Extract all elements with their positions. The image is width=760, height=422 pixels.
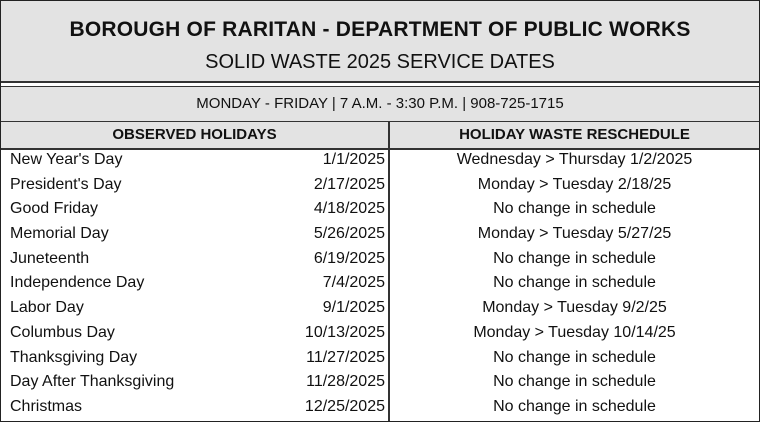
- reschedule-note: No change in schedule: [493, 249, 656, 267]
- table-row: [1, 371, 759, 396]
- holiday-date: 2/17/2025: [313, 175, 385, 193]
- reschedule-note: Monday > Tuesday 2/18/25: [477, 175, 672, 193]
- reschedule-note: Monday > Tuesday 5/27/25: [477, 225, 672, 243]
- hours-block: [1, 86, 759, 123]
- table-row: [1, 322, 759, 347]
- reschedule-note: Wednesday > Thursday 1/2/2025: [456, 151, 693, 168]
- holiday-name: Christmas: [10, 397, 83, 415]
- table-row: [1, 198, 759, 223]
- reschedule-note: Monday > Tuesday 10/14/25: [473, 323, 676, 341]
- holiday-name: Labor Day: [10, 299, 84, 317]
- holiday-date: 5/26/2025: [313, 225, 385, 243]
- reschedule-note: No change in schedule: [493, 348, 656, 366]
- table-row: [1, 223, 759, 248]
- office-hours: MONDAY - FRIDAY | 7 A.M. - 3:30 P.M. | 908-725-1715: [196, 95, 564, 112]
- holiday-date: 9/1/2025: [322, 299, 385, 317]
- holiday-name: President's Day: [10, 175, 122, 193]
- holiday-name: Memorial Day: [10, 225, 109, 243]
- table-row: [1, 396, 759, 421]
- table-body: [1, 149, 759, 421]
- holiday-date: 10/13/2025: [304, 323, 385, 341]
- column-header-holidays: OBSERVED HOLIDAYS: [112, 126, 277, 143]
- holiday-name: New Year's Day: [10, 151, 123, 168]
- table-row: [1, 297, 759, 322]
- title-block: [1, 1, 759, 83]
- column-header-reschedule: HOLIDAY WASTE RESCHEDULE: [459, 126, 690, 143]
- reschedule-note: No change in schedule: [493, 200, 656, 218]
- reschedule-note: No change in schedule: [493, 397, 656, 415]
- holiday-name: Independence Day: [10, 274, 145, 292]
- holiday-date: 1/1/2025: [322, 151, 385, 168]
- holiday-name: Thanksgiving Day: [10, 348, 138, 366]
- table-header: [1, 122, 759, 150]
- holiday-date: 4/18/2025: [313, 200, 385, 218]
- reschedule-note: No change in schedule: [493, 373, 656, 391]
- holiday-date: 11/27/2025: [306, 348, 385, 366]
- table-row: [1, 149, 759, 174]
- reschedule-note: No change in schedule: [493, 274, 656, 292]
- holiday-name: Good Friday: [10, 200, 99, 218]
- holiday-date: 12/25/2025: [304, 397, 385, 415]
- page-title: BOROUGH OF RARITAN - DEPARTMENT OF PUBLIC WORKS: [69, 18, 691, 41]
- page-subtitle: SOLID WASTE 2025 SERVICE DATES: [205, 51, 555, 73]
- table-row: [1, 272, 759, 297]
- holiday-name: Juneteenth: [10, 249, 90, 267]
- holiday-name: Day After Thanksgiving: [10, 373, 175, 391]
- reschedule-note: Monday > Tuesday 9/2/25: [482, 299, 667, 317]
- holiday-name: Columbus Day: [10, 323, 115, 341]
- table-row: [1, 174, 759, 199]
- table-row: [1, 347, 759, 372]
- holiday-date: 11/28/2025: [306, 373, 385, 391]
- holiday-date: 7/4/2025: [322, 274, 385, 292]
- table-row: [1, 248, 759, 273]
- holiday-date: 6/19/2025: [313, 249, 385, 267]
